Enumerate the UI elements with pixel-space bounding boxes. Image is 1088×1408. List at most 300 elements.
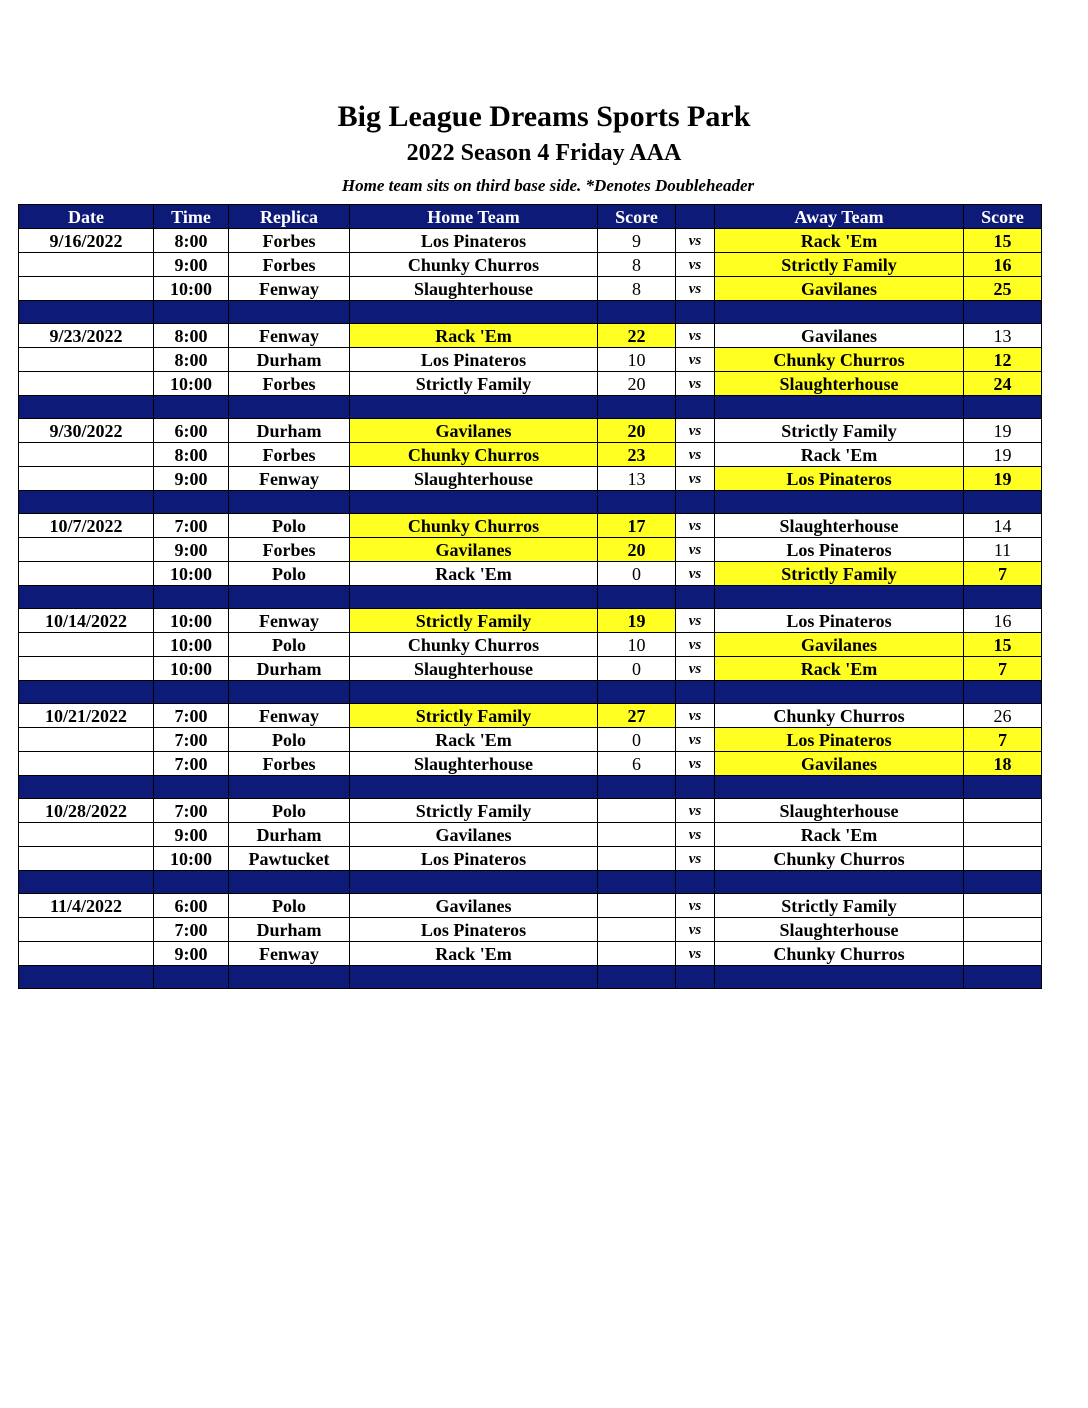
separator-cell: [598, 396, 676, 419]
date-cell: 10/14/2022: [19, 609, 154, 633]
home-team-cell: Chunky Churros: [350, 253, 598, 277]
away-score-cell: 15: [964, 229, 1042, 253]
home-team-cell: Gavilanes: [350, 538, 598, 562]
away-team-cell: Gavilanes: [715, 752, 964, 776]
week-separator-row: [19, 396, 1042, 419]
table-row: [19, 514, 1042, 538]
vs-cell: vs: [676, 443, 715, 467]
schedule-body: [19, 229, 1042, 989]
header-row: [19, 205, 1042, 229]
separator-cell: [350, 966, 598, 989]
separator-cell: [598, 491, 676, 514]
table-row: [19, 799, 1042, 823]
vs-cell: vs: [676, 348, 715, 372]
field-cell: Forbes: [229, 443, 350, 467]
home-score-cell: 27: [598, 704, 676, 728]
away-score-cell: 15: [964, 633, 1042, 657]
separator-cell: [19, 396, 154, 419]
home-score-cell: 9: [598, 229, 676, 253]
field-cell: Polo: [229, 633, 350, 657]
col-header-replica: Replica: [229, 205, 350, 229]
field-cell: Forbes: [229, 253, 350, 277]
vs-cell: vs: [676, 229, 715, 253]
date-cell: 9/30/2022: [19, 419, 154, 443]
away-team-cell: Slaughterhouse: [715, 372, 964, 396]
home-score-cell: [598, 918, 676, 942]
away-team-cell: Los Pinateros: [715, 609, 964, 633]
separator-cell: [964, 871, 1042, 894]
home-team-cell: Chunky Churros: [350, 633, 598, 657]
separator-cell: [229, 966, 350, 989]
away-team-cell: Slaughterhouse: [715, 514, 964, 538]
separator-cell: [598, 586, 676, 609]
vs-cell: vs: [676, 633, 715, 657]
separator-cell: [154, 586, 229, 609]
col-header-away-score: Score: [964, 205, 1042, 229]
field-cell: Pawtucket: [229, 847, 350, 871]
away-score-cell: 24: [964, 372, 1042, 396]
home-team-cell: Slaughterhouse: [350, 657, 598, 681]
table-row: [19, 348, 1042, 372]
home-score-cell: 22: [598, 324, 676, 348]
vs-cell: vs: [676, 847, 715, 871]
table-row: [19, 467, 1042, 491]
separator-cell: [229, 776, 350, 799]
home-team-cell: Slaughterhouse: [350, 752, 598, 776]
separator-cell: [676, 966, 715, 989]
time-cell: 9:00: [154, 942, 229, 966]
table-row: [19, 419, 1042, 443]
home-score-cell: [598, 942, 676, 966]
date-cell: [19, 918, 154, 942]
table-row: [19, 609, 1042, 633]
table-row: [19, 372, 1042, 396]
vs-cell: vs: [676, 823, 715, 847]
date-cell: [19, 847, 154, 871]
away-score-cell: 26: [964, 704, 1042, 728]
separator-cell: [676, 871, 715, 894]
separator-cell: [715, 681, 964, 704]
home-score-cell: 0: [598, 562, 676, 586]
away-score-cell: [964, 918, 1042, 942]
vs-cell: vs: [676, 657, 715, 681]
home-score-cell: [598, 847, 676, 871]
home-team-cell: Rack 'Em: [350, 942, 598, 966]
field-cell: Forbes: [229, 229, 350, 253]
field-cell: Durham: [229, 348, 350, 372]
separator-cell: [964, 586, 1042, 609]
vs-cell: vs: [676, 253, 715, 277]
home-team-cell: Gavilanes: [350, 894, 598, 918]
separator-cell: [598, 871, 676, 894]
time-cell: 7:00: [154, 704, 229, 728]
separator-cell: [350, 776, 598, 799]
separator-cell: [715, 491, 964, 514]
date-cell: 9/16/2022: [19, 229, 154, 253]
time-cell: 10:00: [154, 633, 229, 657]
field-cell: Durham: [229, 419, 350, 443]
away-score-cell: 13: [964, 324, 1042, 348]
separator-cell: [715, 776, 964, 799]
separator-cell: [154, 871, 229, 894]
time-cell: 10:00: [154, 847, 229, 871]
table-row: [19, 657, 1042, 681]
table-row: [19, 324, 1042, 348]
home-team-cell: Chunky Churros: [350, 514, 598, 538]
away-score-cell: 18: [964, 752, 1042, 776]
time-cell: 7:00: [154, 728, 229, 752]
home-score-cell: 19: [598, 609, 676, 633]
home-team-cell: Strictly Family: [350, 799, 598, 823]
date-cell: 10/21/2022: [19, 704, 154, 728]
away-team-cell: Gavilanes: [715, 633, 964, 657]
time-cell: 7:00: [154, 799, 229, 823]
away-score-cell: 11: [964, 538, 1042, 562]
table-row: [19, 229, 1042, 253]
date-cell: 10/7/2022: [19, 514, 154, 538]
away-score-cell: 16: [964, 253, 1042, 277]
week-separator-row: [19, 966, 1042, 989]
table-row: [19, 633, 1042, 657]
page-subtitle: 2022 Season 4 Friday AAA: [406, 140, 682, 166]
separator-cell: [598, 776, 676, 799]
away-team-cell: Los Pinateros: [715, 538, 964, 562]
home-team-cell: Los Pinateros: [350, 918, 598, 942]
table-row: [19, 847, 1042, 871]
home-team-cell: Los Pinateros: [350, 847, 598, 871]
separator-cell: [676, 776, 715, 799]
table-row: [19, 253, 1042, 277]
separator-cell: [229, 491, 350, 514]
home-score-cell: [598, 823, 676, 847]
separator-cell: [19, 491, 154, 514]
separator-cell: [19, 871, 154, 894]
week-separator-row: [19, 681, 1042, 704]
field-cell: Durham: [229, 657, 350, 681]
home-team-cell: Gavilanes: [350, 823, 598, 847]
field-cell: Polo: [229, 562, 350, 586]
away-team-cell: Strictly Family: [715, 562, 964, 586]
week-separator-row: [19, 871, 1042, 894]
table-row: [19, 443, 1042, 467]
away-team-cell: Rack 'Em: [715, 823, 964, 847]
table-row: [19, 704, 1042, 728]
home-score-cell: 8: [598, 253, 676, 277]
vs-cell: vs: [676, 324, 715, 348]
separator-cell: [350, 871, 598, 894]
time-cell: 8:00: [154, 324, 229, 348]
separator-cell: [229, 871, 350, 894]
table-row: [19, 752, 1042, 776]
table-row: [19, 918, 1042, 942]
home-score-cell: 20: [598, 538, 676, 562]
away-team-cell: Slaughterhouse: [715, 918, 964, 942]
away-score-cell: 7: [964, 562, 1042, 586]
home-team-cell: Slaughterhouse: [350, 467, 598, 491]
home-score-cell: 10: [598, 633, 676, 657]
col-header-home-team: Home Team: [350, 205, 598, 229]
date-cell: 10/28/2022: [19, 799, 154, 823]
separator-cell: [350, 301, 598, 324]
separator-cell: [19, 301, 154, 324]
home-team-cell: Los Pinateros: [350, 229, 598, 253]
separator-cell: [964, 491, 1042, 514]
away-team-cell: Los Pinateros: [715, 728, 964, 752]
away-score-cell: [964, 942, 1042, 966]
time-cell: 9:00: [154, 538, 229, 562]
field-cell: Durham: [229, 918, 350, 942]
separator-cell: [964, 396, 1042, 419]
separator-cell: [598, 966, 676, 989]
away-score-cell: 19: [964, 467, 1042, 491]
time-cell: 7:00: [154, 752, 229, 776]
separator-cell: [154, 396, 229, 419]
time-cell: 10:00: [154, 277, 229, 301]
week-separator-row: [19, 776, 1042, 799]
away-score-cell: [964, 894, 1042, 918]
time-cell: 9:00: [154, 253, 229, 277]
away-team-cell: Strictly Family: [715, 419, 964, 443]
field-cell: Fenway: [229, 609, 350, 633]
separator-cell: [715, 396, 964, 419]
away-team-cell: Gavilanes: [715, 324, 964, 348]
week-separator-row: [19, 586, 1042, 609]
time-cell: 8:00: [154, 229, 229, 253]
separator-cell: [676, 491, 715, 514]
away-score-cell: [964, 847, 1042, 871]
table-row: [19, 894, 1042, 918]
date-cell: [19, 277, 154, 301]
time-cell: 8:00: [154, 348, 229, 372]
away-score-cell: 19: [964, 419, 1042, 443]
separator-cell: [19, 586, 154, 609]
away-score-cell: 7: [964, 728, 1042, 752]
away-team-cell: Strictly Family: [715, 894, 964, 918]
time-cell: 10:00: [154, 372, 229, 396]
date-cell: [19, 752, 154, 776]
vs-cell: vs: [676, 277, 715, 301]
away-score-cell: 7: [964, 657, 1042, 681]
separator-cell: [964, 681, 1042, 704]
time-cell: 7:00: [154, 918, 229, 942]
home-team-cell: Gavilanes: [350, 419, 598, 443]
date-cell: [19, 657, 154, 681]
home-score-cell: 10: [598, 348, 676, 372]
home-score-cell: 8: [598, 277, 676, 301]
separator-cell: [154, 491, 229, 514]
away-team-cell: Chunky Churros: [715, 847, 964, 871]
separator-cell: [229, 681, 350, 704]
separator-cell: [350, 681, 598, 704]
separator-cell: [350, 491, 598, 514]
field-cell: Durham: [229, 823, 350, 847]
vs-cell: vs: [676, 704, 715, 728]
date-cell: [19, 348, 154, 372]
field-cell: Forbes: [229, 538, 350, 562]
table-row: [19, 538, 1042, 562]
away-score-cell: 16: [964, 609, 1042, 633]
vs-cell: vs: [676, 609, 715, 633]
away-team-cell: Chunky Churros: [715, 942, 964, 966]
date-cell: [19, 538, 154, 562]
away-score-cell: 25: [964, 277, 1042, 301]
separator-cell: [350, 586, 598, 609]
home-score-cell: 0: [598, 728, 676, 752]
separator-cell: [715, 966, 964, 989]
separator-cell: [676, 396, 715, 419]
away-score-cell: 14: [964, 514, 1042, 538]
separator-cell: [715, 871, 964, 894]
field-cell: Polo: [229, 799, 350, 823]
time-cell: 10:00: [154, 609, 229, 633]
vs-cell: vs: [676, 799, 715, 823]
table-row: [19, 728, 1042, 752]
field-cell: Forbes: [229, 372, 350, 396]
field-cell: Fenway: [229, 467, 350, 491]
away-score-cell: 19: [964, 443, 1042, 467]
vs-cell: vs: [676, 728, 715, 752]
date-cell: [19, 443, 154, 467]
away-team-cell: Chunky Churros: [715, 348, 964, 372]
date-cell: [19, 942, 154, 966]
separator-cell: [229, 586, 350, 609]
away-team-cell: Chunky Churros: [715, 704, 964, 728]
col-header-date: Date: [19, 205, 154, 229]
home-team-cell: Los Pinateros: [350, 348, 598, 372]
home-team-cell: Slaughterhouse: [350, 277, 598, 301]
away-score-cell: [964, 799, 1042, 823]
table-row: [19, 562, 1042, 586]
field-cell: Polo: [229, 728, 350, 752]
page-title: Big League Dreams Sports Park: [337, 100, 751, 133]
date-cell: 9/23/2022: [19, 324, 154, 348]
schedule-note: Home team sits on third base side. *Denotes Doubleheader: [341, 176, 755, 195]
separator-cell: [154, 301, 229, 324]
time-cell: 9:00: [154, 467, 229, 491]
field-cell: Fenway: [229, 324, 350, 348]
home-score-cell: 17: [598, 514, 676, 538]
field-cell: Forbes: [229, 752, 350, 776]
field-cell: Polo: [229, 894, 350, 918]
home-score-cell: 13: [598, 467, 676, 491]
home-team-cell: Strictly Family: [350, 704, 598, 728]
separator-cell: [19, 681, 154, 704]
home-score-cell: [598, 894, 676, 918]
schedule-table: [18, 204, 1042, 989]
vs-cell: vs: [676, 538, 715, 562]
home-score-cell: 0: [598, 657, 676, 681]
away-score-cell: [964, 823, 1042, 847]
week-separator-row: [19, 491, 1042, 514]
separator-cell: [154, 776, 229, 799]
date-cell: [19, 467, 154, 491]
date-cell: [19, 562, 154, 586]
separator-cell: [598, 301, 676, 324]
home-team-cell: Strictly Family: [350, 372, 598, 396]
field-cell: Fenway: [229, 704, 350, 728]
separator-cell: [964, 776, 1042, 799]
away-score-cell: 12: [964, 348, 1042, 372]
separator-cell: [350, 396, 598, 419]
vs-cell: vs: [676, 918, 715, 942]
separator-cell: [715, 301, 964, 324]
away-team-cell: Los Pinateros: [715, 467, 964, 491]
time-cell: 6:00: [154, 419, 229, 443]
date-cell: 11/4/2022: [19, 894, 154, 918]
time-cell: 10:00: [154, 562, 229, 586]
time-cell: 6:00: [154, 894, 229, 918]
separator-cell: [598, 681, 676, 704]
separator-cell: [964, 301, 1042, 324]
away-team-cell: Slaughterhouse: [715, 799, 964, 823]
vs-cell: vs: [676, 562, 715, 586]
table-row: [19, 823, 1042, 847]
table-row: [19, 942, 1042, 966]
separator-cell: [229, 301, 350, 324]
home-team-cell: Chunky Churros: [350, 443, 598, 467]
home-score-cell: 6: [598, 752, 676, 776]
home-team-cell: Rack 'Em: [350, 728, 598, 752]
vs-cell: vs: [676, 514, 715, 538]
vs-cell: vs: [676, 942, 715, 966]
date-cell: [19, 823, 154, 847]
away-team-cell: Rack 'Em: [715, 443, 964, 467]
separator-cell: [676, 586, 715, 609]
time-cell: 9:00: [154, 823, 229, 847]
table-row: [19, 277, 1042, 301]
date-cell: [19, 728, 154, 752]
separator-cell: [154, 966, 229, 989]
separator-cell: [19, 776, 154, 799]
separator-cell: [964, 966, 1042, 989]
separator-cell: [676, 301, 715, 324]
col-header-time: Time: [154, 205, 229, 229]
separator-cell: [19, 966, 154, 989]
vs-cell: vs: [676, 894, 715, 918]
date-cell: [19, 372, 154, 396]
away-team-cell: Strictly Family: [715, 253, 964, 277]
separator-cell: [715, 586, 964, 609]
field-cell: Fenway: [229, 942, 350, 966]
vs-cell: vs: [676, 372, 715, 396]
home-score-cell: 20: [598, 419, 676, 443]
home-score-cell: 20: [598, 372, 676, 396]
date-cell: [19, 633, 154, 657]
vs-cell: vs: [676, 419, 715, 443]
col-header-away-team: Away Team: [715, 205, 964, 229]
separator-cell: [154, 681, 229, 704]
week-separator-row: [19, 301, 1042, 324]
home-score-cell: 23: [598, 443, 676, 467]
time-cell: 8:00: [154, 443, 229, 467]
vs-cell: vs: [676, 467, 715, 491]
home-team-cell: Rack 'Em: [350, 562, 598, 586]
field-cell: Polo: [229, 514, 350, 538]
home-score-cell: [598, 799, 676, 823]
date-cell: [19, 253, 154, 277]
away-team-cell: Gavilanes: [715, 277, 964, 301]
field-cell: Fenway: [229, 277, 350, 301]
time-cell: 10:00: [154, 657, 229, 681]
away-team-cell: Rack 'Em: [715, 657, 964, 681]
home-team-cell: Strictly Family: [350, 609, 598, 633]
vs-cell: vs: [676, 752, 715, 776]
home-team-cell: Rack 'Em: [350, 324, 598, 348]
separator-cell: [676, 681, 715, 704]
time-cell: 7:00: [154, 514, 229, 538]
separator-cell: [229, 396, 350, 419]
away-team-cell: Rack 'Em: [715, 229, 964, 253]
